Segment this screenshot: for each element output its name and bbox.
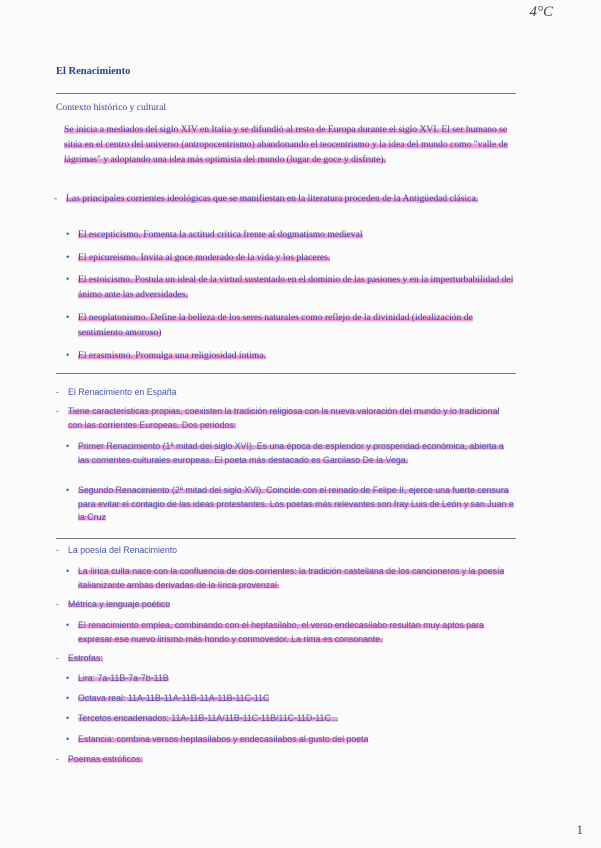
- bullet-icon: •: [66, 693, 70, 703]
- stanza-item-text: Tercetos encadenados: 11A-11B-11A/11B-11C-11B/11C-11D-11C...: [78, 713, 339, 723]
- bullet-icon: •: [66, 441, 70, 451]
- bullet-icon: •: [66, 485, 70, 495]
- current-item-text: El neoplatonismo. Define la belleza de los seres naturales como reflejo de la divinidad (idealización de sentimiento amoroso): [78, 312, 473, 338]
- currents-paragraph: [54, 191, 516, 206]
- intro-text: Se inicia a mediados del siglo XIV en Italia y se difundió al resto de Europa durante el siglo XVI. El ser humano se sitúa en el centro del universo (antropocentrismo) abandonando el teocentrismo y la idea del mundo como "valle de lágrimas" y adoptando una idea más optimista del mundo (lugar de goce y disfrute).: [64, 124, 508, 165]
- dash-marker: -: [56, 545, 59, 555]
- bullet-icon: •: [66, 274, 70, 285]
- spain-heading: [56, 386, 516, 400]
- bullet-icon: •: [66, 312, 70, 323]
- dash-marker: -: [56, 387, 59, 397]
- list-item: [66, 733, 514, 747]
- metrics-heading: [56, 598, 516, 612]
- poems-heading-text: Poemas estróficos:: [68, 754, 143, 764]
- currents-text: Las principales corrientes ideológicas que se manifiestan en la literatura proceden de la Antigüedad clásica.: [66, 193, 479, 204]
- spain-paragraph: [56, 405, 516, 432]
- bullet-icon: •: [66, 229, 70, 240]
- context-heading: Contexto histórico y cultural: [56, 102, 167, 113]
- current-item-text: El epicureísmo. Invita al goce moderado de la vida y los placeres.: [78, 252, 331, 263]
- bullet-icon: •: [66, 734, 70, 744]
- dash-marker: -: [54, 193, 58, 204]
- stanza-item-text: Octava real: 11A-11B-11A-11B-11A-11B-11C-11C: [78, 693, 270, 703]
- list-item: [66, 484, 514, 525]
- intro-paragraph: [64, 122, 516, 167]
- list-item: [66, 227, 514, 242]
- list-item: [66, 250, 514, 265]
- divider: [56, 93, 516, 94]
- stanza-item-text: Estancia: combina versos heptasílabos y endecasílabos al gusto del poeta: [78, 734, 369, 744]
- bullet-icon: •: [66, 350, 70, 361]
- list-item: [66, 619, 514, 646]
- list-item: [66, 712, 514, 726]
- current-item-text: El erasmismo. Promulga una religiosidad íntima.: [78, 350, 266, 361]
- stanzas-heading: [56, 652, 516, 666]
- dash-marker: -: [56, 653, 59, 663]
- stanza-item-text: Lira: 7a-11B-7a-7b-11B: [78, 673, 169, 683]
- document-title: El Renacimiento: [56, 66, 131, 77]
- poetry-item-text: La lírica culta nace con la confluencia de dos corrientes: la tradición castellana de los cancioneros y la poesía italianizante ambas derivadas de la lírica provenzal.: [78, 566, 505, 590]
- divider: [56, 538, 516, 539]
- list-item: [66, 692, 514, 706]
- spain-heading-text: El Renacimiento en España: [68, 387, 177, 397]
- metrics-heading-text: Métrica y lenguaje poético: [68, 599, 171, 609]
- metrics-item-text: El renacimiento emplea, combinando con el heptasílabo, el verso endecasílabo resultan muy aptos para expresar ese nuevo lirismo más hondo y conmovedor. La rima es consonante.: [78, 620, 484, 644]
- stanzas-heading-text: Estrofas:: [68, 653, 103, 663]
- period-item-text: Segundo Renacimiento (2ª mitad del siglo XVI). Coincide con el reinado de Felipe II, ejerce una fuerte censura para evitar el contagio de las ideas protestantes. Los poetas más relevantes son fray Luis de León y san Juan e la Cruz: [78, 485, 514, 522]
- poetry-heading: [56, 544, 516, 558]
- dash-marker: -: [56, 754, 59, 764]
- bullet-icon: •: [66, 620, 70, 630]
- list-item: [66, 440, 514, 467]
- period-item-text: Primer Renacimiento (1ª mitad del siglo XVI). Es una época de esplendor y prosperidad económica, abierta a las corrientes culturales europeas. El poeta más destacado es Garcilaso De la Vega.: [78, 441, 504, 465]
- current-item-text: El estoicismo. Postula un ideal de la virtud sustentado en el dominio de las pasiones y en la imperturbabilidad del ánimo ante las adversidades.: [78, 274, 514, 300]
- page-number: 1: [576, 822, 583, 837]
- spain-text: Tiene características propias, coexisten la tradición religiosa con la nueva valoración del mundo y lo tradicional con las corrientes Europeas. Dos periodos:: [68, 406, 500, 430]
- bullet-icon: •: [66, 673, 70, 683]
- page-annotation-top: 4°C: [529, 4, 553, 20]
- list-item: [66, 565, 514, 592]
- list-item: [66, 272, 514, 302]
- bullet-icon: •: [66, 713, 70, 723]
- list-item: [66, 672, 514, 686]
- bullet-icon: •: [66, 566, 70, 576]
- poetry-heading-text: La poesía del Renacimiento: [68, 545, 178, 555]
- divider: [56, 373, 516, 374]
- poems-heading: [56, 753, 516, 767]
- dash-marker: -: [56, 406, 59, 416]
- list-item: [66, 348, 514, 363]
- current-item-text: El escepticismo. Fomenta la actitud crítica frente al dogmatismo medieval: [78, 229, 363, 240]
- bullet-icon: •: [66, 252, 70, 263]
- list-item: [66, 310, 514, 340]
- dash-marker: -: [56, 599, 59, 609]
